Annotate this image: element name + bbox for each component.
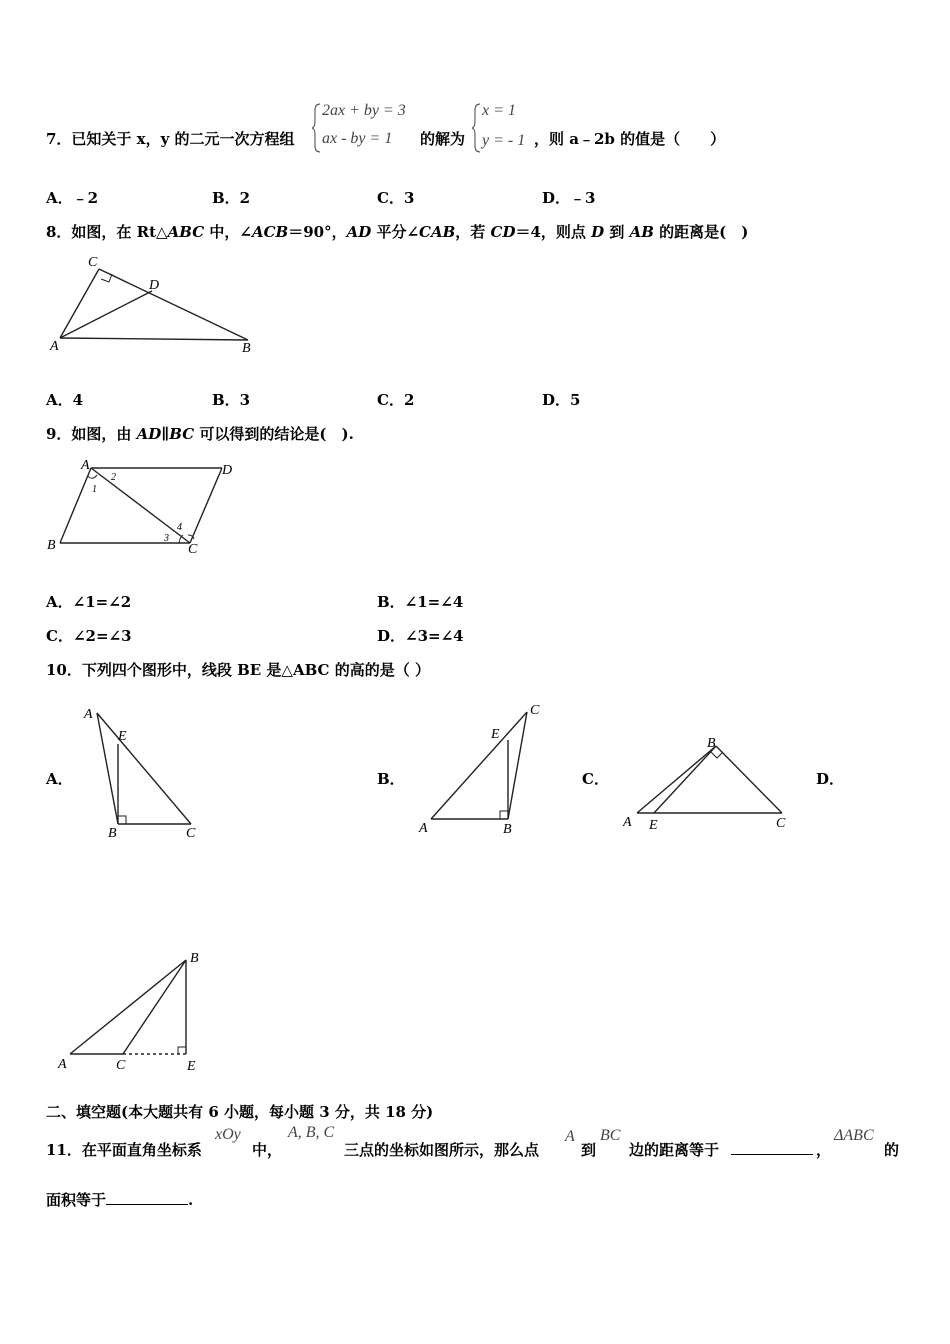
q8-text-3: ＝90°， (288, 223, 347, 241)
q10c-label-e: E (649, 818, 658, 833)
q10-figure-d (56, 944, 216, 1076)
q9-stem (46, 423, 354, 444)
q8-label-c: C (88, 255, 98, 270)
q9-figure (44, 455, 254, 560)
q11-segment-bc: BC (600, 1127, 621, 1144)
q8-cab: CAB (419, 223, 456, 241)
q8-ad: AD (346, 223, 372, 241)
q9-angle-4: 4 (177, 522, 182, 533)
section2-title: 二、填空题(本大题共有 6 小题，每小题 3 分，共 18 分) (46, 1103, 434, 1121)
q7-option-c: C．3 (377, 189, 415, 207)
q7-option-a: A．﹣2 (46, 189, 99, 207)
left-brace-icon (472, 104, 480, 152)
q10a-label-a: A (84, 707, 93, 722)
q7-stem-prefix: 7．已知关于 x，y 的二元一次方程组 (46, 130, 295, 148)
q8-figure (46, 252, 266, 360)
q11-text-1: 11．在平面直角坐标系 (46, 1141, 202, 1159)
q11-text-3: 三点的坐标如图所示，那么点 (344, 1141, 540, 1159)
q11-line2-prefix: 面积等于 (46, 1191, 107, 1209)
q11-text-2: 中， (252, 1141, 283, 1159)
q8-label-d: D (149, 278, 160, 293)
q10c-label-b: B (707, 736, 716, 751)
q10-figure-b (415, 698, 555, 843)
q10b-label-a: A (419, 821, 428, 836)
q11-text-5: 边的距离等于 (629, 1141, 720, 1159)
q8-text-2: 中，∠ (204, 223, 252, 241)
q10-figure-c (620, 730, 800, 835)
q7-equation-1: 2ax + by = 3 (322, 102, 406, 119)
q8-option-b: B．3 (212, 391, 251, 409)
q9-ad-parallel-bc: AD∥BC (136, 425, 195, 443)
q9-label-c: C (188, 542, 198, 557)
q11-triangle-abc: ΔABC (834, 1127, 874, 1144)
q7-mid-text: 的解为 (420, 130, 466, 148)
q8-text-1: 8．如图，在 Rt△ (46, 223, 168, 241)
q8-stem (46, 221, 748, 242)
q11-text-6: ， (816, 1141, 832, 1159)
q10b-label-e: E (491, 727, 500, 742)
q11-answer-blank-2[interactable] (106, 1190, 188, 1205)
q11-answer-blank-1[interactable] (731, 1140, 813, 1155)
q9-text-1: 9．如图，由 (46, 425, 137, 443)
q10d-label-b: B (190, 951, 199, 966)
q9-label-b: B (47, 538, 56, 553)
q10d-label-c: C (116, 1058, 126, 1073)
q9-angle-1: 1 (92, 484, 97, 495)
q11-line2-suffix: . (188, 1191, 194, 1209)
q8-option-d: D．5 (542, 391, 581, 409)
q10a-label-e: E (118, 729, 127, 744)
q10-stem: 10．下列四个图形中，线段 BE 是△ABC 的高的是（ ） (46, 661, 430, 679)
q10a-label-c: C (186, 826, 196, 841)
q8-ab: AB (629, 223, 654, 241)
q11-xoy: xOy (215, 1126, 241, 1143)
q10-figure-a (78, 700, 208, 845)
q11-text-4: 到 (581, 1141, 597, 1159)
q9-label-d: D (222, 463, 233, 478)
q10-option-a-label: A． (46, 770, 73, 788)
q11-line2 (46, 1189, 193, 1210)
q8-label-b: B (242, 341, 251, 356)
q10a-label-b: B (108, 826, 117, 841)
q7-solution-x: x = 1 (482, 102, 516, 119)
q8-d: D (591, 223, 605, 241)
q7-option-b: B．2 (212, 189, 251, 207)
q10-option-c-label: C． (582, 770, 609, 788)
q8-text-5: ，若 (455, 223, 491, 241)
q8-text-6: ＝4，则点 (515, 223, 592, 241)
q9-angle-2: 2 (111, 472, 116, 483)
q11-text-7: 的 (884, 1141, 900, 1159)
q9-text-2: 可以得到的结论是( ). (194, 425, 354, 443)
q8-text-4: 平分∠ (371, 223, 420, 241)
q8-cd: CD (490, 223, 516, 241)
q8-text-7: 到 (604, 223, 630, 241)
q9-option-d: D．∠3=∠4 (377, 627, 464, 645)
q11-points-abc: A, B, C (288, 1124, 335, 1141)
q8-abc: ABC (167, 223, 205, 241)
left-brace-icon (312, 104, 320, 152)
q10d-label-a: A (58, 1057, 67, 1072)
q9-option-a: A．∠1=∠2 (46, 593, 132, 611)
q8-text-8: 的距离是( ) (653, 223, 749, 241)
q10-option-d-label: D． (816, 770, 845, 788)
q8-acb: ACB (251, 223, 289, 241)
q10c-label-c: C (776, 816, 786, 831)
q8-option-c: C．2 (377, 391, 415, 409)
q10b-label-c: C (530, 703, 540, 718)
q7-solution-y: y = - 1 (482, 132, 526, 149)
q8-option-a: A．4 (46, 391, 84, 409)
q10c-label-a: A (623, 815, 632, 830)
q10-option-b-label: B． (377, 770, 405, 788)
q11-point-a: A (565, 1128, 575, 1145)
q9-option-b: B．∠1=∠4 (377, 593, 464, 611)
q9-option-c: C．∠2=∠3 (46, 627, 132, 645)
q7-equation-2: ax - by = 1 (322, 130, 393, 147)
q9-angle-3: 3 (164, 533, 169, 544)
q10d-label-e: E (187, 1059, 196, 1074)
q8-label-a: A (50, 339, 59, 354)
q7-stem-suffix: ，则 a﹣2b 的值是（ ） (534, 130, 726, 148)
q9-label-a: A (81, 458, 90, 473)
q10b-label-b: B (503, 822, 512, 837)
q7-option-d: D．﹣3 (542, 189, 596, 207)
